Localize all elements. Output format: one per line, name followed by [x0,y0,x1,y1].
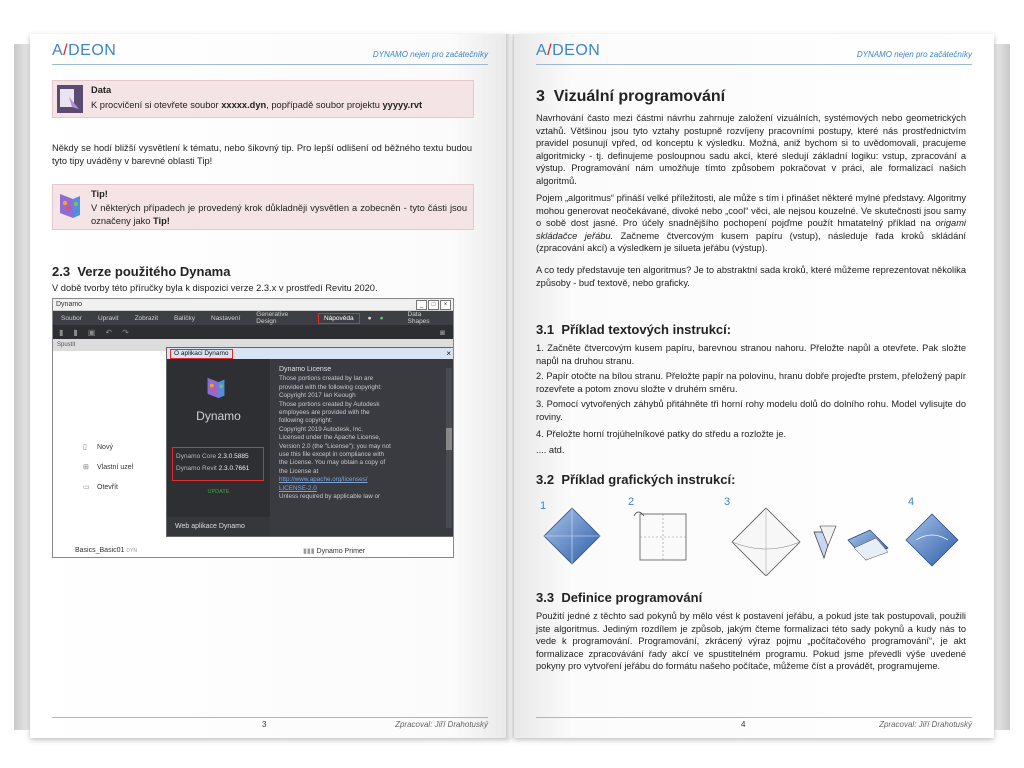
menu-zobrazit[interactable]: Zobrazit [134,314,159,322]
right-page-edges [992,44,1010,730]
window-controls [416,300,451,310]
section-heading-3-3: 3.3 Definice programování [536,590,703,605]
toolbar [53,325,453,339]
section-text: V době tvorby této příručky byla k dispozici verze 2.3.x v prostředí Revitu 2020. [52,283,378,293]
minimize-icon[interactable]: _ [416,300,427,310]
data-box-title: Data [91,85,112,95]
page-header [52,42,488,65]
paragraph-4: Použití jedné z těchto sad pokynů by mělo vést k postavení jeřábu, a pokud jste tak postupovali, použili jste algoritmus. Jediným rozdílem je způsob, jakým čteme formalizaci této sady pokynů a kudy nás to vede k programování. Programování, zkrácený výraz pojmu „počítačového programování“, je akt formalizace zpracovávání řady akcí ve spustitelném programu. Pokud jsme převedli výše uvedené pokyny pro vytvoření jeřábu do formátu našeho počítače, můžeme číst a provádět, programujeme. [536,611,966,672]
step-etc: .... atd. [536,445,565,455]
web-app-link[interactable]: Web aplikace Dynamo [167,517,270,536]
section-heading-3-1: 3.1 Příklad textových instrukcí: [536,322,732,337]
license-text: Dynamo License Those portions created by Ian are provided with the following copyright: Copyright 2017 Ian Keough Those portions created by Autodesk employees are provided with the following copyright: Copyright 2019 Autodesk, Inc. Licensed under the Apache License, Version 2.0 (the "License"); you may not use this file except in compliance with the License. You may obtain a copy of the License at http://www.apache.org/licenses/ LICENSE-2.0 Unless required by applicable law or [279,366,439,534]
step-1: 1. Začněte čtvercovým kusem papíru, barevnou stranou nahoru. Přeložte napůl a otevřete. Pak složte napůl na druhou stranu. [536,343,966,366]
dynamo-icon [57,191,83,221]
recent-file[interactable]: Basics_Basic01 DYN [75,547,137,554]
step-2: 2. Papír otočte na bílou stranu. Přeložte papír na polovinu, hranu dobře projeďte prstem, přeložený papír rozevřete a potom znovu složte v druhém směru. [536,371,967,394]
data-icon [57,85,83,113]
page-number: 3 [262,720,267,729]
status-icon: ● ● [367,314,384,322]
menu-nastaveni[interactable]: Nastavení [211,314,241,322]
page-footer [52,717,488,732]
step-label-1: 1 [540,500,547,512]
node-icon: ⊞ [83,464,89,471]
update-label[interactable]: UPDATE [207,489,230,495]
menu-soubor[interactable]: Soubor [61,314,82,322]
app-name: Dynamo [196,409,241,423]
menu-data-shapes[interactable]: Data Shapes [407,311,430,325]
page-footer [536,717,972,732]
start-open[interactable]: ▭ Otevřít [83,484,119,491]
paragraph-2: Pojem „algoritmus“ přináší velké příležitosti, ale může s tím i přinášet některé mylné představy. Algoritmy mohou generovat neočekávané, divoké nebo „cool“ věci, ale nejsou kouzelné. Ve skutečnosti jsou samy o sobě dost jasné. Pro účely snadnějšího pochopení pojďme použít hmatatelný příklad na origami skládačce jeřábu. Začneme čtvercovým kusem papíru (vstup), následuje řada kroků skládání (zpracování akcí) a výsledkem je silueta jeřábu (výstup). [536,193,966,254]
section-heading-3-2: 3.2 Příklad grafických instrukcí: [536,472,736,487]
start-new[interactable]: ▯ Nový [83,444,113,451]
redo-icon[interactable]: ↷ [122,327,129,337]
step-3: 3. Pomocí vytvořených záhybů přitáhněte tři horní rohy modelu dolů do dolního rohu. Model vylisujte do roviny. [536,399,966,422]
page-number: 4 [741,720,746,729]
start-panel-header: Spustit [53,339,454,351]
intro-paragraph: Někdy se hodí bližší vysvětlení k tématu, nebo šikovný tip. Pro lepší odlišení od běžného textu budou tyto tipy uváděny v barevné oblasti Tip! [52,143,472,166]
about-dialog [166,347,454,537]
tip-box [52,184,474,230]
license-scrollbar[interactable] [446,368,452,528]
step-label-3: 3 [724,496,731,508]
new-file-icon[interactable]: ▮ [59,327,64,337]
header-title: DYNAMO nejen pro začátečníky [856,50,972,59]
chart-icon: ▮▮▮ [303,548,317,555]
footer-author: Zpracoval: Jiří Drahotuský [395,720,488,729]
maximize-icon[interactable]: □ [428,300,439,310]
open-file-icon[interactable]: ▮ [73,327,78,337]
menu-generative-design[interactable]: Generative Design [256,311,289,325]
tip-box-title: Tip! [91,189,108,199]
data-box-text: K procvičení si otevřete soubor xxxxx.dyn, popřípadě soubor projektu yyyyy.rvt [91,100,423,110]
save-icon[interactable]: ▣ [87,327,96,337]
window-titlebar: Dynamo _ □ × [53,299,453,311]
start-custom-node[interactable]: ⊞ Vlastní uzel [83,464,134,471]
dynamo-primer-link[interactable]: ▮▮▮ Dynamo Primer [303,548,366,555]
adeon-logo: A/DEON [52,42,117,59]
camera-icon[interactable]: ◙ [440,327,445,337]
dialog-close-icon[interactable]: × [446,349,451,358]
origami-drawing [536,496,966,576]
dynamo-logo-icon [205,375,227,401]
chapter-heading: 3 Vizuální programování [536,88,726,105]
folder-icon: ▭ [83,484,90,491]
file-icon: ▯ [83,444,87,451]
undo-icon[interactable]: ↶ [105,327,113,337]
version-info: Dynamo Core 2.3.0.5885 Dynamo Revit 2.3.0.7661 [172,447,264,481]
step-4: 4. Přeložte horní trojúhelníkové patky do středu a rozložte je. [536,429,787,439]
header-title: DYNAMO nejen pro začátečníky [372,50,488,59]
left-page [30,34,510,738]
menu-bar [53,311,453,325]
menu-upravit[interactable]: Upravit [97,314,119,322]
footer-author: Zpracoval: Jiří Drahotuský [879,720,972,729]
origami-instructions-figure [536,496,966,576]
about-dialog-titlebar: O aplikaci Dynamo × [167,348,454,359]
about-left-panel [167,359,270,536]
dynamo-screenshot [52,298,454,558]
paragraph-1: Navrhování často mezi částmi návrhu zahrnuje založení vizuálních, systémových nebo geometrických vztahů. Většinou jsou tyto vztahy postupně rozvíjeny pracovními postupy, které nás prostřednictvím pravidel posunují vpřed, od konceptu k výsledku. Možná, aniž bychom si to uvědomovali, pracujeme algoritmicky - tj. definujeme posloupnou sadu akcí, které sledují základní logiku: vstup, zpracování a výstup. Programování nám umožňuje tímto způsobem pokračovat v práci, ale formalizací našich algoritmů. [536,113,966,186]
menu-napoveda[interactable]: Nápověda [318,313,360,324]
paragraph-3: A co tedy představuje ten algoritmus? Je to abstraktní sada kroků, které můžeme reprezentovat několika způsoby - buď textově, nebo graficky. [536,265,966,288]
page-header [536,42,972,65]
right-page [514,34,994,738]
menu-balicky[interactable]: Balíčky [174,314,195,322]
step-label-4: 4 [908,496,915,508]
adeon-logo: A/DEON [536,42,601,59]
close-icon[interactable]: × [440,300,451,310]
data-box [52,80,474,118]
section-heading-2-3: 2.3 Verze použitého Dynama [52,264,231,279]
license-link[interactable]: http://www.apache.org/licenses/ [279,476,368,484]
tip-box-text: V některých případech je provedený krok důkladněji vysvětlen a zobecněn - tyto části jsou označeny jako Tip! [91,203,467,226]
step-label-2: 2 [628,496,635,508]
